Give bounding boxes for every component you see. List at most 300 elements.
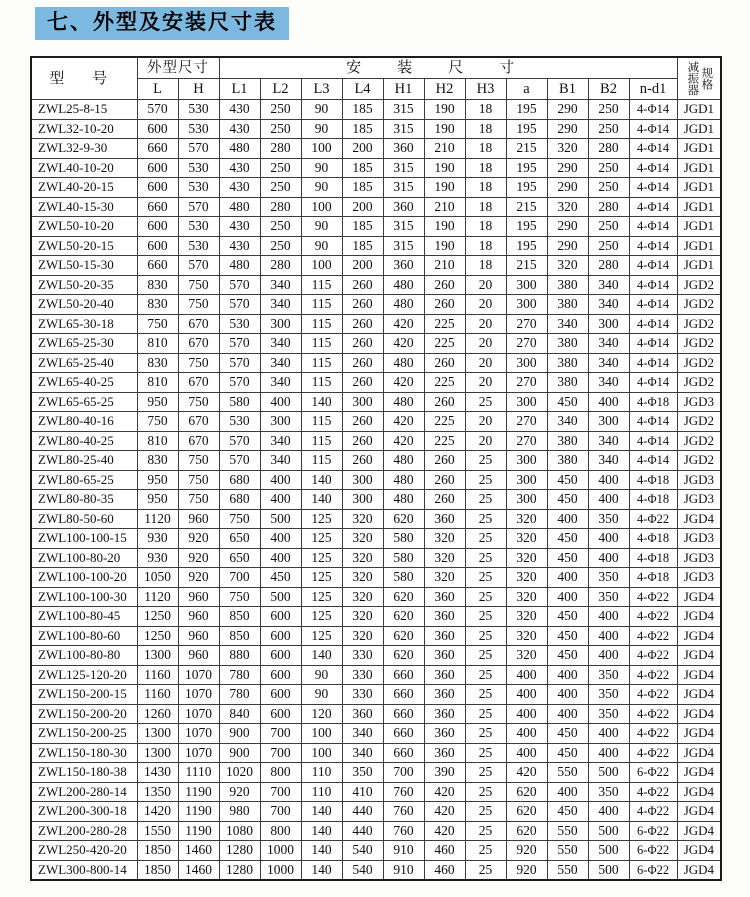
value-cell: 1000: [260, 860, 301, 880]
value-cell: 280: [260, 139, 301, 159]
damper-spec-cell: JGD2: [677, 353, 721, 373]
value-cell: 350: [588, 568, 629, 588]
value-cell: 420: [383, 314, 424, 334]
value-cell: 185: [342, 217, 383, 237]
value-cell: 380: [547, 295, 588, 315]
value-cell: 100: [301, 139, 342, 159]
value-cell: 830: [137, 275, 178, 295]
value-cell: 25: [465, 568, 506, 588]
model-cell: ZWL150-200-25: [31, 724, 137, 744]
table-row: [31, 178, 721, 198]
value-cell: 350: [588, 782, 629, 802]
value-cell: 350: [588, 685, 629, 705]
value-cell: 1280: [219, 841, 260, 861]
value-cell: 300: [588, 314, 629, 334]
value-cell: 18: [465, 178, 506, 198]
value-cell: 4-Φ22: [629, 685, 677, 705]
value-cell: 1250: [137, 626, 178, 646]
header-outline-dims: 外型尺寸: [137, 57, 219, 79]
value-cell: 360: [383, 256, 424, 276]
header-row-group: [31, 57, 721, 79]
value-cell: 4-Φ18: [629, 529, 677, 549]
value-cell: 4-Φ22: [629, 509, 677, 529]
value-cell: 260: [342, 431, 383, 451]
value-cell: 225: [424, 431, 465, 451]
value-cell: 25: [465, 841, 506, 861]
value-cell: 340: [342, 724, 383, 744]
value-cell: 25: [465, 782, 506, 802]
damper-spec-cell: JGD2: [677, 314, 721, 334]
value-cell: 570: [219, 334, 260, 354]
value-cell: 20: [465, 373, 506, 393]
value-cell: 500: [588, 860, 629, 880]
value-cell: 270: [506, 314, 547, 334]
value-cell: 315: [383, 100, 424, 120]
value-cell: 140: [301, 841, 342, 861]
value-cell: 20: [465, 295, 506, 315]
value-cell: 6-Φ22: [629, 841, 677, 861]
value-cell: 600: [137, 178, 178, 198]
value-cell: 700: [260, 743, 301, 763]
value-cell: 195: [506, 217, 547, 237]
value-cell: 100: [301, 724, 342, 744]
table-row: [31, 139, 721, 159]
value-cell: 320: [342, 529, 383, 549]
value-cell: 320: [342, 509, 383, 529]
value-cell: 300: [342, 470, 383, 490]
value-cell: 260: [342, 412, 383, 432]
value-cell: 190: [424, 119, 465, 139]
value-cell: 580: [219, 392, 260, 412]
value-cell: 140: [301, 646, 342, 666]
header-col-L3: L3: [301, 79, 342, 100]
value-cell: 195: [506, 119, 547, 139]
value-cell: 350: [588, 665, 629, 685]
model-cell: ZWL300-800-14: [31, 860, 137, 880]
header-col-L4: L4: [342, 79, 383, 100]
value-cell: 620: [506, 802, 547, 822]
value-cell: 600: [260, 646, 301, 666]
value-cell: 600: [260, 626, 301, 646]
table-row: [31, 626, 721, 646]
value-cell: 250: [588, 100, 629, 120]
model-cell: ZWL32-9-30: [31, 139, 137, 159]
value-cell: 4-Φ14: [629, 314, 677, 334]
value-cell: 450: [547, 529, 588, 549]
value-cell: 580: [383, 548, 424, 568]
value-cell: 1850: [137, 841, 178, 861]
model-cell: ZWL65-30-18: [31, 314, 137, 334]
value-cell: 400: [260, 548, 301, 568]
value-cell: 25: [465, 451, 506, 471]
header-model: 型 号: [31, 57, 137, 100]
value-cell: 480: [383, 353, 424, 373]
value-cell: 280: [588, 197, 629, 217]
value-cell: 4-Φ14: [629, 412, 677, 432]
value-cell: 1350: [137, 782, 178, 802]
value-cell: 4-Φ22: [629, 626, 677, 646]
value-cell: 90: [301, 665, 342, 685]
damper-spec-cell: JGD2: [677, 451, 721, 471]
value-cell: 1070: [178, 704, 219, 724]
value-cell: 4-Φ14: [629, 256, 677, 276]
value-cell: 4-Φ14: [629, 119, 677, 139]
value-cell: 400: [588, 392, 629, 412]
value-cell: 25: [465, 685, 506, 705]
value-cell: 125: [301, 548, 342, 568]
value-cell: 25: [465, 704, 506, 724]
value-cell: 530: [219, 412, 260, 432]
value-cell: 300: [506, 490, 547, 510]
value-cell: 900: [219, 724, 260, 744]
value-cell: 250: [588, 217, 629, 237]
value-cell: 960: [178, 509, 219, 529]
table-row: [31, 412, 721, 432]
value-cell: 600: [137, 119, 178, 139]
value-cell: 960: [178, 587, 219, 607]
value-cell: 4-Φ22: [629, 646, 677, 666]
value-cell: 660: [137, 139, 178, 159]
value-cell: 25: [465, 470, 506, 490]
damper-spec-cell: JGD2: [677, 275, 721, 295]
value-cell: 680: [219, 490, 260, 510]
value-cell: 250: [588, 158, 629, 178]
value-cell: 450: [547, 548, 588, 568]
damper-spec-cell: JGD1: [677, 197, 721, 217]
value-cell: 250: [260, 119, 301, 139]
value-cell: 360: [424, 607, 465, 627]
value-cell: 200: [342, 256, 383, 276]
value-cell: 670: [178, 431, 219, 451]
value-cell: 6-Φ22: [629, 860, 677, 880]
value-cell: 280: [260, 197, 301, 217]
value-cell: 340: [260, 373, 301, 393]
damper-spec-cell: JGD2: [677, 431, 721, 451]
value-cell: 450: [547, 724, 588, 744]
value-cell: 320: [424, 548, 465, 568]
value-cell: 290: [547, 178, 588, 198]
damper-spec-cell: JGD2: [677, 412, 721, 432]
value-cell: 340: [588, 295, 629, 315]
value-cell: 920: [219, 782, 260, 802]
value-cell: 570: [178, 256, 219, 276]
value-cell: 4-Φ14: [629, 217, 677, 237]
value-cell: 670: [178, 314, 219, 334]
value-cell: 20: [465, 334, 506, 354]
model-cell: ZWL80-25-40: [31, 451, 137, 471]
value-cell: 700: [260, 724, 301, 744]
value-cell: 225: [424, 334, 465, 354]
value-cell: 400: [588, 743, 629, 763]
table-row: [31, 256, 721, 276]
value-cell: 600: [137, 217, 178, 237]
value-cell: 20: [465, 314, 506, 334]
value-cell: 25: [465, 509, 506, 529]
value-cell: 430: [219, 178, 260, 198]
value-cell: 4-Φ14: [629, 451, 677, 471]
value-cell: 320: [506, 509, 547, 529]
damper-spec-cell: JGD1: [677, 236, 721, 256]
table-row: [31, 158, 721, 178]
value-cell: 1850: [137, 860, 178, 880]
value-cell: 620: [383, 626, 424, 646]
value-cell: 4-Φ14: [629, 431, 677, 451]
table-body: [31, 100, 721, 881]
value-cell: 420: [506, 763, 547, 783]
value-cell: 1300: [137, 743, 178, 763]
model-cell: ZWL150-200-15: [31, 685, 137, 705]
value-cell: 450: [547, 626, 588, 646]
value-cell: 750: [178, 275, 219, 295]
model-cell: ZWL50-15-30: [31, 256, 137, 276]
value-cell: 360: [424, 646, 465, 666]
damper-spec-cell: JGD4: [677, 704, 721, 724]
value-cell: 140: [301, 802, 342, 822]
table-row: [31, 334, 721, 354]
value-cell: 1190: [178, 821, 219, 841]
value-cell: 540: [342, 860, 383, 880]
value-cell: 260: [342, 314, 383, 334]
value-cell: 1250: [137, 607, 178, 627]
value-cell: 115: [301, 412, 342, 432]
damper-spec-cell: JGD4: [677, 763, 721, 783]
value-cell: 340: [260, 353, 301, 373]
value-cell: 400: [588, 548, 629, 568]
value-cell: 750: [178, 392, 219, 412]
value-cell: 340: [342, 743, 383, 763]
value-cell: 125: [301, 626, 342, 646]
value-cell: 1190: [178, 802, 219, 822]
value-cell: 215: [506, 139, 547, 159]
value-cell: 530: [178, 100, 219, 120]
value-cell: 570: [178, 197, 219, 217]
value-cell: 360: [424, 665, 465, 685]
value-cell: 260: [342, 295, 383, 315]
value-cell: 360: [424, 626, 465, 646]
value-cell: 6-Φ22: [629, 763, 677, 783]
value-cell: 320: [342, 548, 383, 568]
value-cell: 260: [424, 490, 465, 510]
value-cell: 25: [465, 529, 506, 549]
value-cell: 350: [342, 763, 383, 783]
value-cell: 340: [588, 451, 629, 471]
value-cell: 260: [424, 451, 465, 471]
value-cell: 20: [465, 431, 506, 451]
value-cell: 300: [342, 490, 383, 510]
damper-spec-cell: JGD1: [677, 119, 721, 139]
value-cell: 330: [342, 685, 383, 705]
damper-spec-cell: JGD4: [677, 665, 721, 685]
value-cell: 910: [383, 841, 424, 861]
value-cell: 300: [342, 392, 383, 412]
value-cell: 320: [506, 529, 547, 549]
value-cell: 960: [178, 607, 219, 627]
value-cell: 20: [465, 275, 506, 295]
table-row: [31, 451, 721, 471]
value-cell: 950: [137, 490, 178, 510]
value-cell: 400: [547, 509, 588, 529]
value-cell: 320: [342, 587, 383, 607]
value-cell: 200: [342, 197, 383, 217]
value-cell: 250: [260, 217, 301, 237]
header-col-L: L: [137, 79, 178, 100]
value-cell: 410: [342, 782, 383, 802]
value-cell: 25: [465, 646, 506, 666]
value-cell: 450: [547, 392, 588, 412]
page-title: 七、外型及安装尺寸表: [35, 7, 289, 40]
value-cell: 115: [301, 295, 342, 315]
value-cell: 460: [424, 841, 465, 861]
damper-spec-cell: JGD4: [677, 841, 721, 861]
value-cell: 18: [465, 139, 506, 159]
model-cell: ZWL50-10-20: [31, 217, 137, 237]
value-cell: 660: [383, 743, 424, 763]
value-cell: 4-Φ22: [629, 724, 677, 744]
value-cell: 340: [547, 412, 588, 432]
value-cell: 480: [383, 392, 424, 412]
value-cell: 550: [547, 821, 588, 841]
value-cell: 460: [424, 860, 465, 880]
table-row: [31, 548, 721, 568]
table-row: [31, 821, 721, 841]
value-cell: 25: [465, 763, 506, 783]
header-col-H2: H2: [424, 79, 465, 100]
value-cell: 340: [588, 353, 629, 373]
value-cell: 480: [219, 197, 260, 217]
value-cell: 18: [465, 119, 506, 139]
value-cell: 920: [178, 529, 219, 549]
value-cell: 400: [588, 646, 629, 666]
value-cell: 1300: [137, 724, 178, 744]
table-row: [31, 607, 721, 627]
value-cell: 670: [178, 412, 219, 432]
model-cell: ZWL100-80-80: [31, 646, 137, 666]
value-cell: 90: [301, 158, 342, 178]
value-cell: 420: [383, 334, 424, 354]
value-cell: 450: [547, 802, 588, 822]
value-cell: 500: [260, 587, 301, 607]
value-cell: 25: [465, 665, 506, 685]
model-cell: ZWL80-40-16: [31, 412, 137, 432]
value-cell: 340: [260, 451, 301, 471]
value-cell: 1070: [178, 685, 219, 705]
value-cell: 400: [588, 724, 629, 744]
value-cell: 4-Φ14: [629, 139, 677, 159]
value-cell: 185: [342, 158, 383, 178]
value-cell: 4-Φ14: [629, 373, 677, 393]
value-cell: 540: [342, 841, 383, 861]
value-cell: 760: [383, 782, 424, 802]
value-cell: 115: [301, 275, 342, 295]
value-cell: 140: [301, 470, 342, 490]
value-cell: 810: [137, 373, 178, 393]
value-cell: 430: [219, 158, 260, 178]
value-cell: 330: [342, 665, 383, 685]
model-cell: ZWL150-180-38: [31, 763, 137, 783]
value-cell: 320: [342, 626, 383, 646]
value-cell: 280: [588, 139, 629, 159]
value-cell: 360: [383, 197, 424, 217]
value-cell: 270: [506, 431, 547, 451]
value-cell: 450: [547, 743, 588, 763]
value-cell: 4-Φ22: [629, 802, 677, 822]
damper-spec-cell: JGD3: [677, 392, 721, 412]
value-cell: 185: [342, 100, 383, 120]
value-cell: 1160: [137, 685, 178, 705]
table-row: [31, 314, 721, 334]
value-cell: 450: [547, 490, 588, 510]
value-cell: 600: [260, 607, 301, 627]
table-row: [31, 724, 721, 744]
table-row: [31, 529, 721, 549]
value-cell: 320: [506, 587, 547, 607]
value-cell: 570: [219, 275, 260, 295]
value-cell: 1120: [137, 587, 178, 607]
value-cell: 1260: [137, 704, 178, 724]
value-cell: 550: [547, 860, 588, 880]
damper-spec-left-text: 减振器: [686, 61, 699, 96]
value-cell: 140: [301, 490, 342, 510]
value-cell: 4-Φ14: [629, 295, 677, 315]
value-cell: 420: [424, 782, 465, 802]
value-cell: 25: [465, 548, 506, 568]
value-cell: 225: [424, 412, 465, 432]
table-row: [31, 100, 721, 120]
model-cell: ZWL200-280-14: [31, 782, 137, 802]
value-cell: 400: [588, 802, 629, 822]
table-row: [31, 217, 721, 237]
value-cell: 400: [260, 490, 301, 510]
value-cell: 570: [178, 139, 219, 159]
value-cell: 300: [260, 314, 301, 334]
value-cell: 300: [506, 451, 547, 471]
value-cell: 380: [547, 451, 588, 471]
value-cell: 570: [219, 373, 260, 393]
damper-spec-cell: JGD4: [677, 646, 721, 666]
value-cell: 550: [547, 763, 588, 783]
value-cell: 25: [465, 490, 506, 510]
value-cell: 420: [383, 431, 424, 451]
value-cell: 620: [383, 646, 424, 666]
table-row: [31, 802, 721, 822]
value-cell: 1120: [137, 509, 178, 529]
value-cell: 830: [137, 353, 178, 373]
value-cell: 4-Φ14: [629, 275, 677, 295]
value-cell: 125: [301, 607, 342, 627]
value-cell: 1070: [178, 743, 219, 763]
value-cell: 260: [424, 470, 465, 490]
value-cell: 190: [424, 100, 465, 120]
value-cell: 430: [219, 236, 260, 256]
value-cell: 320: [342, 568, 383, 588]
value-cell: 680: [219, 470, 260, 490]
value-cell: 400: [547, 685, 588, 705]
value-cell: 125: [301, 587, 342, 607]
value-cell: 360: [424, 704, 465, 724]
model-cell: ZWL65-25-40: [31, 353, 137, 373]
model-cell: ZWL200-280-28: [31, 821, 137, 841]
value-cell: 320: [342, 607, 383, 627]
value-cell: 250: [260, 178, 301, 198]
value-cell: 950: [137, 470, 178, 490]
value-cell: 750: [178, 295, 219, 315]
value-cell: 400: [547, 587, 588, 607]
value-cell: 360: [424, 685, 465, 705]
model-cell: ZWL50-20-35: [31, 275, 137, 295]
header-col-L2: L2: [260, 79, 301, 100]
model-cell: ZWL250-420-20: [31, 841, 137, 861]
value-cell: 530: [178, 217, 219, 237]
